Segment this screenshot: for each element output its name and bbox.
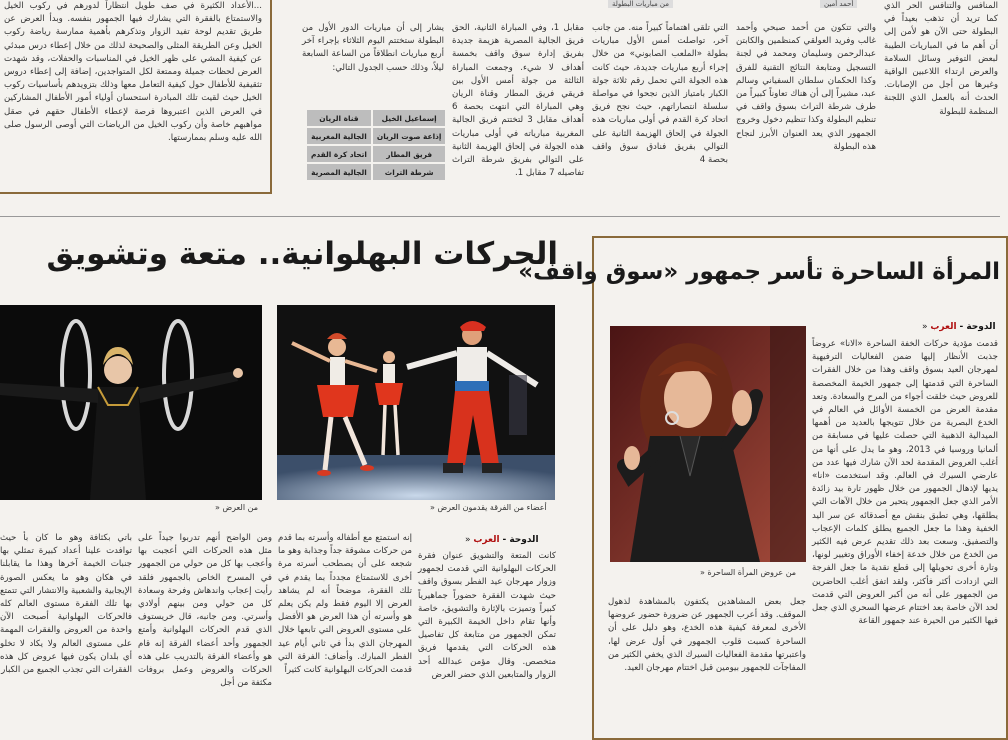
table-row: شرطة التراث الجالية المصرية — [306, 163, 446, 181]
caption-arrow-icon: « — [430, 503, 435, 512]
section-divider — [0, 216, 1000, 217]
caption-arrow-icon: « — [700, 568, 705, 577]
brand-logo-text: العرب — [473, 535, 500, 545]
acrobatics-headline: الحركات البهلوانية.. متعة وتشويق — [46, 236, 558, 272]
acrobatics-col-c: ومن الواضح أنهم تدربوا جيداً على مثل هذه الحركات التي أعجبت بها وأعجب بها كل من حولي من الجمهور في المسرح الخاص بالجمهور فلقد رأيت إعجاب واندهاش وفرحة وسعادة كل من حولي ومن بينهم أولادي وأسرتي. ومن جانبه، قال خريستوف الذي قدم الحركات البهلوانية وأمتع الجمهور وأحد أعضاء الفرقة إنه قام هو وأعضاء الفرقة بالتدريب على هذه الحركات والعروض وعمل بروفات مكثفة من أجل — [138, 533, 272, 689]
top-col-2: يشار إلى أن مباريات الدور الأول من البطولة ستختتم اليوم الثلاثاء بإجراء آخر أربع مباريات انطلاقاً من الساعة السابعة ليلاً، وذلك حسب الجدول التالي: — [302, 23, 444, 73]
top-col-6: المنافس والتنافس الحر الذي كما تريد أن تذهب بعيداً في البطولة حتى الآن هو لأمن إلى أن أهم ما في المباريات الطيبة لبعض التوفير وسائل السلامة والعرض ارتداء اللاعبين الواقية وغيرها من أجل من الإصابات. الحدث أنه بالعمل الذي اللجنة المنظمة للبطولة — [884, 1, 998, 117]
acrobatics-col-b: إنه استمتع مع أطفاله وأسرته بما قدم من حركات مشوقة جداً وجذابة وهو ما شجعه على أن يصطحب أسرته مرة أخرى للاستمتاع مجدداً بما يقدم في تلك الفقرة، موضحاً أنه لم يشاهد العرض إلا اليوم فقط ولم يكن يعلم هو وأسرته أن هذا العرض هو الأفضل على مستوى العروض التي تابعها خلال المهرجان الذي بدأ في ثاني أيام عيد الفطر المبارك. وأضاف: الفرقة التي قدمت الحركات البهلوانية كانت كثيراً — [278, 533, 412, 676]
acrobatics-col-a: كانت المتعة والتشويق عنوان فقرة الحركات البهلوانية التي قدمت لجمهور وزوار مهرجان عيد الفطر بسوق واقف حيث شهدت الفقرة حضوراً جماهيرياً كبيراً وتميزت بالإثارة والتشويق، خاصة وأنها تقام داخل الخيمة الكبيرة التي تمكن الجمهور من متابعة كل تفاصيل هذه الحركات التي يقدمها فريق متخصص. وقال مؤمن عبدالله أحد الزوار والمتابعين الذي حضر العرض — [418, 551, 556, 680]
caption-arrow-icon: « — [922, 322, 928, 332]
photo-magician — [610, 326, 806, 562]
magician-illustration — [610, 326, 806, 562]
magician-headline: المرأة الساحرة تأسر جمهور «سوق واقف» — [518, 259, 1000, 285]
top-col-4: التي تلقى اهتماماً كبيراً منه. من جانب آخر، تواصلت أمس الأول مباريات بطولة «الملعب الصابوني» من خلال إجراء أربع مباريات جديدة، حيث كانت هذه الجولة التي تحمل رقم ثلاثة جولة الكبار بامتياز الذين نجحوا في مواصلة سلسلة انتصاراتهم، حيث نجح فريق اتحاد كرة القدم في أولى مباريات هذه الجولة في إلحاق الهزيمة الثانية على التوالي بفريق فنادق سوق واقف بحصة 4 — [592, 23, 728, 166]
acrobatics-col-d: باتي بكثافة وهو ما كان بأ حيث توافدت علينا أعداد كبيرة تمثلي بها جنبات الخيمة آخرها وهذا ما يقابلنا في هكان وهو ما يعكس الصورة الإيجابية والشعبية والانتشار التي تتمتع بها تلك الفقرة مستوى العالم كله فالحركات البهلوانية أصبحت الآن واحدة من العروض والفقرات المهمة على مستوى العالم ولا يكاد لا تخلو أي بلدان يكون فيها عروض كل هذه الفقرات التي تجذب الجميع من الكبار — [0, 533, 132, 676]
caption-arrow-icon: « — [215, 503, 220, 512]
acrobatics-dateline: الدوحة - العرب « — [465, 535, 539, 545]
photo-dancers-caption: أعضاء من الفرقة يقدمون العرض « — [430, 503, 547, 512]
photo-aerial-performer — [0, 305, 262, 500]
top-col-5: والتي تتكون من أحمد صبحي وأحمد غالب وفريد العولقي كمنظمين والكابتن عبدالرحمن وسليمان ومحمد في لجنة التسجيل ومتابعة النتائج التقنية للفرق وكذا الحكمان سلطان السفياني وسالم عبد، مشيراً إلى أن هناك تعاوناً كبيراً من طرف شرطة التراث بسوق واقف في تنظيم البطولة وكذا تنظيم دخول وخروج الجمهور الذي يعد العنوان الأبرز لنجاح هذه البطولة — [736, 23, 876, 152]
top-col-1: ...الأعداد الكثيرة في صف طويل انتظاراً لدورهم في ركوب الخيل والاستمتاع بالفقرة التي يشارك فيها الجمهور بنفسه. وبدأ العرض عن طريق تقديم لوحة تفيد الزوار وتذكرهم بأهمية ممارسة رياضة ركوب الخيل وعن الطريقة المثلى والصحيحة لذلك من خلال إعطاء درس مبدئي عن كيفية المشي على ظهر الخيل في المناسبات والحفلات، وقد شهدت العرض لحظات جميلة وممتعة لكل المتواجدين، إضافة إلى إعطاء دروس تثقيفية للأطفال حول كيفية التعامل معها وذلك بتزويدهم بأساسيات ركوب الخيل حيث لقيت تلك المبادرة استحسان أولياء أمور الأطفال المشاركين في العرض الذين اعتبروها فرصة لإعطاء الأطفال حقهم في صقل مواهبهم خاصة وأن ركوب الخيل من الرياضات التي أوصى الرسول صلى الله عليه وسلم بممارستها. — [4, 1, 262, 144]
caption-arrow-icon: « — [465, 535, 471, 545]
aerial-performer-illustration — [0, 305, 262, 500]
photo-magician-caption: من عروض المرأة الساحرة « — [700, 568, 797, 577]
top-col-3: مقابل 1، وفي المباراة الثانية، الحق فريق الجالية المصرية هزيمة جديدة بفريق إدارة سوق واقف بخمسة أهداف لا شيء. وجمعت المباراة الثالثة من جولة أمس الأول بين فريقي فريق المطار وقناة الريان وهي المباراة التي انتهت بحصة 6 أهداف مقابل 3 لتختتم فريق الجالية المغربية مبارياته في أولى مباريات هذه الجولة في إلحاق الهزيمة الثانية على التوالي بفريق شرطة التراث تفاصيله 7 مقابل 1. — [452, 23, 585, 179]
magician-dateline: الدوحة - العرب « — [922, 322, 996, 332]
dancers-illustration — [277, 305, 555, 500]
table-row: إذاعة صوت الريان الجالية المغربية — [306, 127, 446, 145]
table-row: إسماعيل الخيل قناة الريان — [306, 109, 446, 127]
brand-logo-text: العرب — [930, 322, 957, 332]
top-photo-caption-2: أحمد أمين — [820, 0, 857, 8]
fixtures-table — [305, 108, 447, 182]
magician-col-2: جعل بعض المشاهدين يكتفون بالمشاهدة لذهول الموقف. وقد أعرب الجمهور عن ضرورة حضور عروضها الأخرى لمعرفة كيفية هذه الخدع، وهو دليل على أن الساحرة كسبت قلوب الجمهور في أول عرض لها، واعتبرتها مقدمة الفعاليات السيرك الذي يخفي الكثير من المفاجآت للجمهور بيومين قبل اختتام مهرجان العيد. — [607, 597, 806, 674]
table-row: فريق المطار اتحاد كرة القدم — [306, 145, 446, 163]
photo-aerial-caption: من العرض « — [215, 503, 258, 512]
magician-col-1: قدمت مؤدية حركات الخفة الساحرة «الانا» عروضاً جذبت الأنظار إليها ضمن الفعاليات الترفيهية لمهرجان العيد بسوق واقف وهذا من خلال الفقرات الساحرة التي قدمتها إلى جمهور الخيمة المخصصة للعروض حيث خلقت أجواء من المرح والسعادة. وتعد مقدمة العرض من الخمسة الأوائل في العالم في الخدع البصرية من خلال تتويجها بالعديد من أهمها الميدالية الذهبية التي حصلت عليها في مسابقة من ألمانيا وروسيا في 2013، وهو ما يدل على أنها من أغلب العروض المقدمة لحد الآن شارك فيها عدد من عارضي السيرك في العالم. وقد استخدمت «انا» يديها لإذهال الجمهور من خلال ظهور تارة بيد زائدة الأمر الذي جعل الجمهور يتحير من خلال الآهات التي يطلقها، وهي تطبق بنقش مع أصدقائه عن سر اليد الخفية وهذا ما جعل الجميع يطلق كلمات الإعجاب والتصفيق. وسعت بعد ذلك تقديم عرض فيه الكثير من الخدع من خلال خدعة إخفاء الأوراق وتغيير لونها، وتارة أخرى تحويلها إلى قطع نقدية ما جعل الفرجة التي ازدادت أكثر فأكثر، ولقد اتفق أغلب الحاضرين من الجمهور على أنه من أكبر العروض التي قدمت لحد الآن خاصة بعد اختتام عرضها السحري الذي جعل فيها الكثير من الحيرة عند جمهور القاعة — [812, 339, 998, 627]
photo-dancers — [277, 305, 555, 500]
top-photo-caption-1: من مباريات البطولة — [608, 0, 673, 8]
